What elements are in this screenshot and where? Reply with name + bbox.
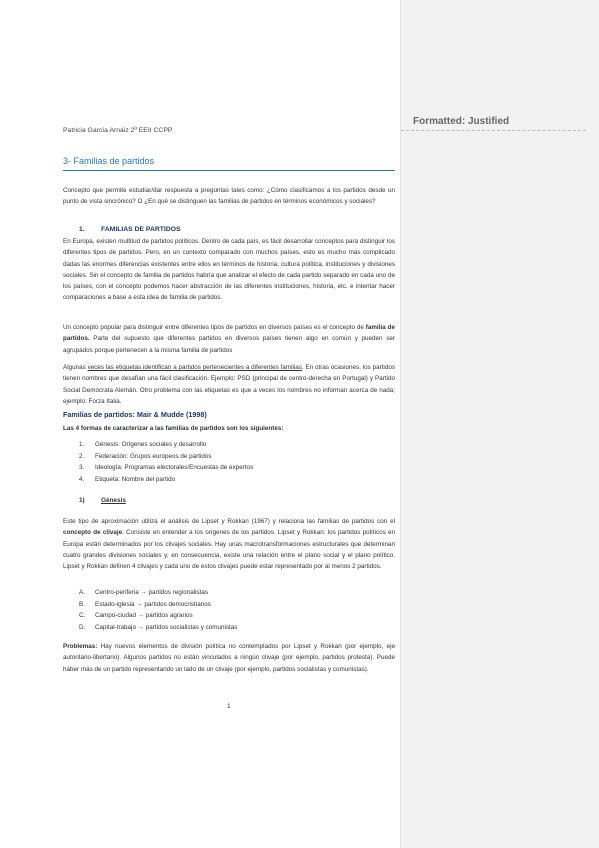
list-item-letter: C. [79, 612, 86, 620]
genesis-number: 1) [79, 497, 85, 504]
list-item [79, 476, 253, 488]
list-item-text: Ideología: Programas electorales/Encuestas de expertos [95, 464, 254, 472]
paragraph-genesis-a: Este tipo de aproximación utiliza el análisis de Lipset y Rokkan (1967) y relaciona las familias de partidos con el [63, 518, 395, 525]
list-item-number: 3. [79, 464, 85, 472]
list-item [79, 589, 237, 601]
list-item-text: Capital-trabajo → partidos socialistas y comunistas [95, 623, 238, 631]
paragraph-europa: En Europa, existen multitud de partidos políticos. Dentro de cada país, es fácil desarrollar conceptos para distinguir los diferentes tipos de partidos. Pero, en un contexto comparado con muchos países, esto es mucho más complicado dadas las enormes diferencias existentes entre ellos en términos de historia, cultura política, instituciones y divisiones sociales. Sin el concepto de familia de partidos habría que analizar el efecto de cada partido separado en cada uno de los países, con el concepto podemos hacer abstracción de las diferentes instituciones, historia, etc. e intentar hacer comparaciones a base a esta idea de familia de partidos. [63, 238, 395, 302]
list-item [79, 441, 253, 453]
problemas-label: Problemas: [63, 643, 98, 650]
list-item-number: 2. [79, 452, 85, 460]
forms-intro: Las 4 formas de caracterizar a las familias de partidos son los siguientes: [63, 425, 284, 432]
list-item-text: Etiqueta: Nombre del partido [95, 475, 176, 483]
list-item [79, 624, 237, 636]
forms-list [79, 441, 253, 487]
list-item-text: Federación: Grupos europeos de partidos [95, 452, 212, 460]
list-item-letter: D. [79, 623, 86, 631]
list-item-letter: B. [79, 600, 85, 608]
list-item [79, 464, 253, 476]
author-line: Patricia García Arnáiz 2º EEII CCPP [63, 127, 173, 134]
list-item-text: Centro-periferia → partidos regionalistas [95, 589, 209, 596]
page-number: 1 [227, 703, 231, 710]
list-item-number: 1. [79, 441, 85, 448]
paragraph-problemas [63, 641, 395, 675]
heading-text: FAMILIAS DE PARTIDOS [101, 226, 181, 233]
list-item [79, 453, 253, 465]
clivaje-term: concepto de clivaje [63, 529, 123, 537]
cleavages-list [79, 589, 237, 635]
section-title-rule [63, 170, 395, 171]
list-item-number: 4. [79, 475, 85, 483]
genesis-heading [79, 497, 126, 504]
subheading-mair-mudde: Familias de partidos: Mair & Mudde (1998) [63, 410, 207, 419]
paragraph-concepto-a: Un concepto popular para distinguir entre diferentes tipos de partidos en diversos países es el concepto de [63, 324, 366, 331]
comment-connector [401, 130, 586, 131]
paragraph-etiquetas [63, 362, 395, 407]
paragraph-concepto [63, 322, 395, 356]
heading-familias [79, 226, 181, 233]
paragraph-genesis-c: . Consiste en entender a los orígenes de los partidos. Lipset y Rokkan: los partidos políticos en Europa están determinados por los clivajes sociales. Hay unas macrotransformaciones estructurales que determinan cuatro grandes divisiones sociales y, en consecuencia, existe una relación entre el plano social y el plano político. Lipset y Rokkan definen 4 clivajes y cada uno de estos clivajes puede estar representado por al menos 2 partidos. [63, 529, 395, 571]
paragraph-etiquetas-c: . En otras ocasiones, los partidos tienen nombres que desafían una fácil clasificación. Ejemplo: PSD (principal de centro-derecha en Portugal) y Partido Social Demócrata Alemán. Otro problema con las etiquetas es que a veces los nombres no informan acerca de nada; ejemplo: Forza Italia. [63, 364, 395, 405]
etiquetas-underlined: veces las etiquetas identifican a partidos pertenecientes a diferentes familias [87, 364, 302, 371]
heading-number: 1. [79, 226, 85, 233]
comment-pane [400, 0, 599, 848]
list-item-text: Campo-ciudad → partidos agrarios [95, 612, 193, 620]
list-item-text: Génesis: Orígenes sociales y desarrollo [95, 441, 207, 448]
list-item [79, 612, 237, 624]
list-item-text: Estado-iglesia → partidos democristianos [95, 600, 211, 608]
intro-paragraph: Concepto que permite estudiar/dar respuesta a preguntas tales como: ¿Cómo clasificamos a los partidos desde un punto de vista sincrónico? O ¿En qué se distinguen las familias de partidos en términos económicos y sociales? [63, 187, 395, 206]
section-title: 3- Familias de partidos [63, 156, 155, 166]
list-item-letter: A. [79, 589, 85, 596]
list-item [79, 601, 237, 613]
paragraph-concepto-c: Parte del supuesto que diferentes partidos en diversos países tienen algo en común y pueden ser agrupados porque pertenecen a la misma familia de partidos [63, 335, 395, 354]
comment-title[interactable]: Formatted: Justified [413, 116, 510, 127]
paragraph-genesis [63, 516, 395, 572]
genesis-title: Génesis [101, 497, 126, 504]
paragraph-etiquetas-a: Algunas [63, 364, 88, 371]
familia-term: familia de partidos. [63, 324, 395, 343]
problemas-text: Hay nuevos elementos de división política no contemplados por Lipset y Rokkan (por ejemplo, eje autoritario-libertario). Algunos partidos no están vinculados a ningún clivaje (por ejemplo, partidos protesta). Puede haber más de un partido representando un lado de un clivaje (por ejemplo, partidos socialistas y comunistas). [63, 643, 395, 673]
